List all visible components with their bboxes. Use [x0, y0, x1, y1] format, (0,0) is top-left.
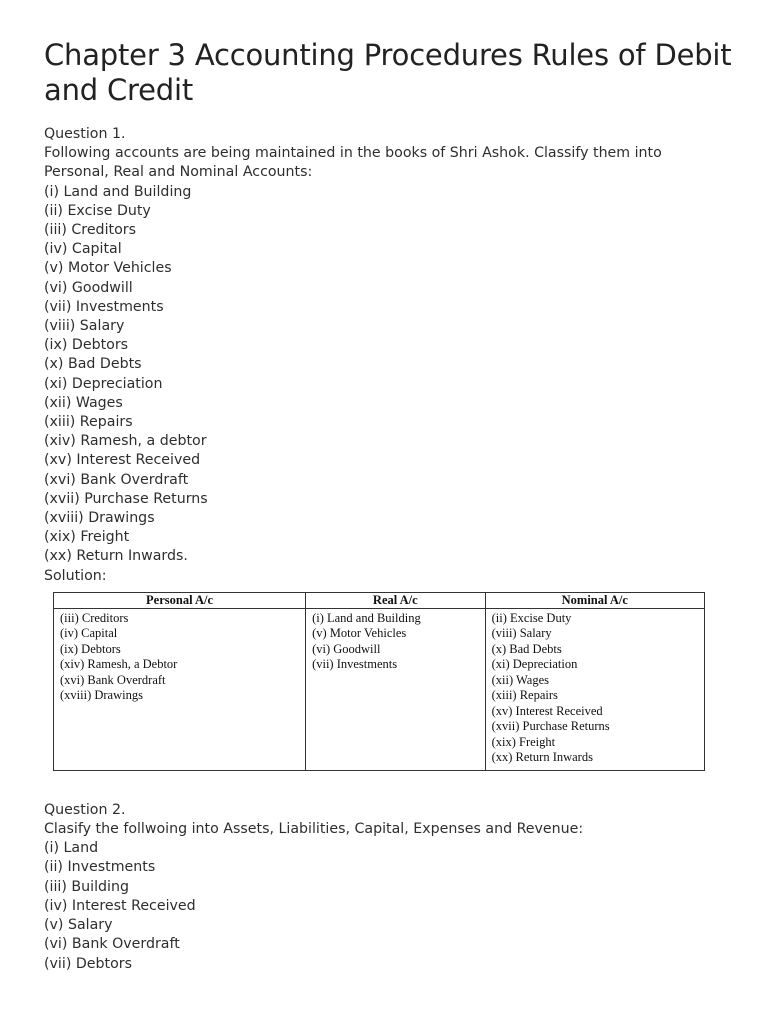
list-item: (xii) Wages — [44, 394, 123, 411]
list-item: (vii) Debtors — [44, 955, 132, 972]
list-item: (iii) Building — [44, 878, 129, 895]
list-item: (xv) Interest Received — [44, 452, 201, 469]
list-item: (xx) Return Inwards. — [44, 548, 188, 565]
list-item: (vii) Investments — [44, 298, 164, 315]
table-cell-item: (xii) Wages — [491, 672, 550, 687]
question-1-text: Following accounts are being maintained in the books of Shri Ashok. Classify them into Personal, Real and Nominal Accounts: — [44, 145, 662, 181]
question-1-label: Question 1. — [44, 126, 126, 142]
question-1-items — [44, 183, 734, 567]
table-cell-item: (vi) Goodwill — [312, 641, 381, 656]
list-item: (iii) Creditors — [44, 222, 136, 239]
table-cell-item: (ix) Debtors — [60, 641, 121, 656]
list-item: (xi) Depreciation — [44, 375, 163, 392]
list-item: (i) Land and Building — [44, 183, 192, 200]
page-title: Chapter 3 Accounting Procedures Rules of Debit and Credit — [44, 38, 732, 107]
list-item: (ix) Debtors — [44, 337, 129, 354]
list-item: (xiv) Ramesh, a debtor — [44, 433, 207, 450]
list-item: (x) Bad Debts — [44, 356, 142, 373]
solution-table-wrapper — [53, 592, 705, 771]
real-accounts-cell — [306, 608, 486, 770]
personal-accounts-cell — [54, 608, 306, 770]
list-item: (ii) Excise Duty — [44, 202, 151, 219]
list-item: (v) Motor Vehicles — [44, 260, 172, 277]
list-item: (vi) Bank Overdraft — [44, 936, 180, 953]
list-item: (vi) Goodwill — [44, 279, 133, 296]
question-1 — [44, 125, 734, 771]
solution-table — [53, 592, 705, 771]
question-2-items — [44, 839, 734, 973]
table-cell-item: (xv) Interest Received — [491, 703, 603, 718]
table-cell-item: (i) Land and Building — [312, 610, 421, 625]
table-cell-item: (xx) Return Inwards — [491, 750, 593, 765]
list-item: (iv) Capital — [44, 241, 122, 258]
nominal-accounts-cell — [485, 608, 704, 770]
table-cell-item: (xviii) Drawings — [60, 688, 143, 703]
table-cell-item: (xvii) Purchase Returns — [491, 719, 610, 734]
column-header-nominal: Nominal A/c — [485, 592, 704, 608]
table-header-row — [54, 592, 705, 608]
list-item: (xiii) Repairs — [44, 414, 133, 431]
table-cell-item: (ii) Excise Duty — [491, 610, 572, 625]
list-item: (iv) Interest Received — [44, 897, 196, 914]
list-item: (xix) Freight — [44, 529, 130, 546]
table-row — [54, 608, 705, 770]
table-cell-item: (viii) Salary — [491, 626, 552, 641]
document-page — [44, 38, 734, 974]
question-2 — [44, 801, 734, 974]
table-cell-item: (iv) Capital — [60, 626, 118, 641]
table-cell-item: (v) Motor Vehicles — [312, 626, 407, 641]
solution-label: Solution: — [44, 567, 107, 584]
table-cell-item: (iii) Creditors — [60, 610, 129, 625]
table-cell-item: (xi) Depreciation — [491, 657, 578, 672]
list-item: (xviii) Drawings — [44, 510, 155, 527]
list-item: (i) Land — [44, 840, 99, 857]
list-item: (viii) Salary — [44, 318, 125, 335]
list-item: (ii) Investments — [44, 859, 156, 876]
column-header-real: Real A/c — [306, 592, 486, 608]
table-cell-item: (x) Bad Debts — [491, 641, 562, 656]
table-cell-item: (xvi) Bank Overdraft — [60, 672, 166, 687]
table-cell-item: (xiv) Ramesh, a Debtor — [60, 657, 178, 672]
list-item: (v) Salary — [44, 917, 113, 934]
table-cell-item: (xiii) Repairs — [491, 688, 558, 703]
list-item: (xvi) Bank Overdraft — [44, 471, 189, 488]
list-item: (xvii) Purchase Returns — [44, 490, 208, 507]
question-2-label: Question 2. — [44, 801, 126, 818]
table-cell-item: (vii) Investments — [312, 657, 398, 672]
column-header-personal: Personal A/c — [54, 592, 306, 608]
table-cell-item: (xix) Freight — [491, 734, 556, 749]
question-2-text: Clasify the follwoing into Assets, Liabilities, Capital, Expenses and Revenue: — [44, 821, 584, 838]
